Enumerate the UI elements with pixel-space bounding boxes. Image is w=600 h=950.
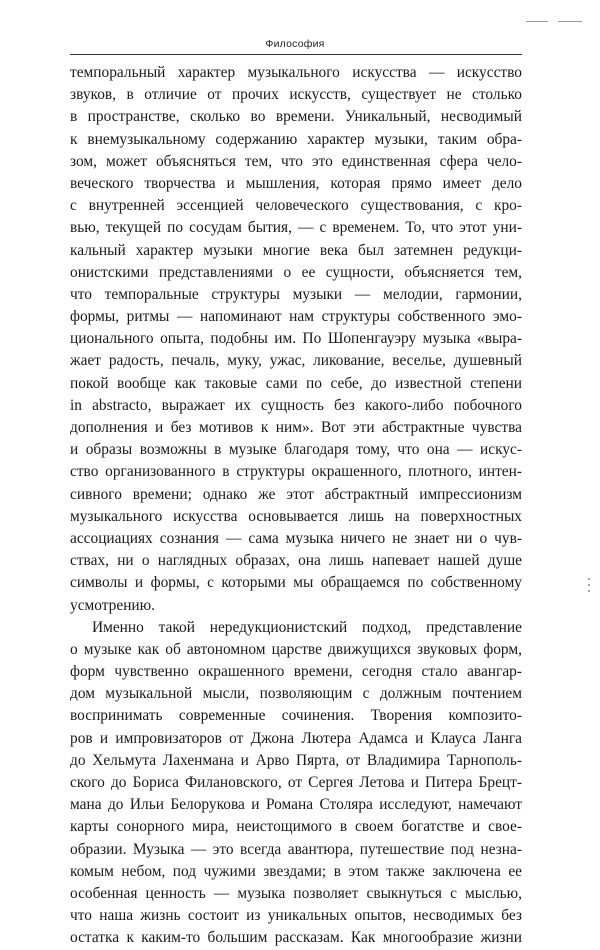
text-line: дополнения и без мотивов к ним». Вот эти абстрактные чувства: [70, 419, 522, 436]
body-text: [70, 62, 522, 950]
text-line: музыкального искусства основывается лишь на поверхностных: [70, 507, 522, 525]
text-line: дом музыкальной мысли, позволяющим с должным почтением: [70, 685, 522, 703]
text-line: ствах, ни о наглядных образах, она лишь напевает нашей душе: [70, 552, 522, 570]
text-line: ционального опыта, подобны им. По Шопенгауэру музыка «выра-: [70, 330, 522, 348]
text-line: in abstracto, выражает их сущность без какого-либо побочного: [70, 396, 522, 414]
text-line: что темпоральные структуры музыки — мелодии, гармонии,: [70, 285, 522, 303]
margin-dots: [588, 578, 592, 596]
text-line: что наша жизнь состоит из уникальных опытов, несводимых без: [70, 907, 522, 925]
text-line: формы, ритмы — напоминают нам структуры собственного эмо-: [70, 308, 522, 326]
text-line: к внемузыкальному содержанию характер музыки, таким обра-: [70, 130, 522, 148]
text-line: образии. Музыка — это всегда авантюра, путешествие под незна-: [70, 840, 522, 858]
text-line: мана до Ильи Белорукова и Романа Столяра исследуют, намечают: [70, 796, 522, 814]
page-corner-mark: [526, 21, 582, 22]
running-header: Философия: [265, 38, 325, 50]
text-line: жает радость, печаль, муку, ужас, ликование, веселье, душевный: [70, 352, 522, 370]
text-line: в пространстве, сколько во времени. Уникальный, несводимый: [70, 108, 522, 126]
text-line: до Хельмута Лахенмана и Арво Пярта, от Владимира Тарнополь-: [70, 751, 522, 769]
text-line: звуков, в отличие от прочих искусств, существует не столько: [70, 86, 522, 104]
text-line: ского до Бориса Филановского, от Сергея Летова и Питера Брецт-: [70, 774, 522, 791]
text-line: особенная ценность — музыка позволяет свыкнуться с мыслью,: [70, 884, 522, 902]
text-line: остатка к каким-то большим рассказам. Как многообразие жизни: [70, 929, 522, 947]
text-line: о музыке как об автономном царстве движущихся звуковых форм,: [70, 640, 522, 658]
paragraph-first-line: Именно такой нередукционистский подход, представление: [92, 618, 522, 636]
text-line: комым небом, под чужими звездами; в этом также заключена ее: [70, 862, 522, 880]
text-line: воспринимать современные сочинения. Творения композито-: [70, 707, 522, 725]
text-line: зом, может объясняться тем, что это единственная сфера чело-: [70, 152, 522, 170]
text-line: символы и формы, с которыми мы обращаемся по собственному: [70, 574, 522, 592]
text-line: усмотрению.: [70, 596, 156, 614]
text-line: карты сонорного мира, неистощимого в своем богатстве и свое-: [70, 818, 522, 836]
text-line: темпоральный характер музыкального искусства — искусство: [70, 64, 522, 81]
text-line: веческого творчества и мышления, которая прямо имеет дело: [70, 174, 522, 192]
text-line: и образы возможны в музыке благодаря тому, что она — искус-: [70, 441, 522, 459]
text-line: форм чувственно окрашенного времени, сегодня стало авангар-: [70, 663, 522, 681]
text-line: онистскими представлениями о ее сущности, объясняется тем,: [70, 263, 522, 281]
text-line: вью, текущей по сосудам бытия, — с временем. То, что этот уни-: [70, 219, 522, 237]
text-line: покой вообще как таковые сами по себе, до известной степени: [70, 374, 522, 392]
text-line: ров и импровизаторов от Джона Лютера Адамса и Клауса Ланга: [70, 729, 522, 747]
header-rule: [70, 54, 522, 55]
text-line: ство организованного в структуры окрашенного, плотного, интен-: [70, 463, 522, 481]
text-line: кальный характер музыки многие века был затемнен редукци-: [70, 241, 522, 259]
text-line: сивного времени; однако же этот абстрактный импрессионизм: [70, 485, 522, 503]
text-line: с внутренней эссенцией человеческого существования, с кро-: [70, 197, 522, 215]
text-line: ассоциациях сознания — сама музыка ничего не знает ни о чув-: [70, 529, 522, 547]
